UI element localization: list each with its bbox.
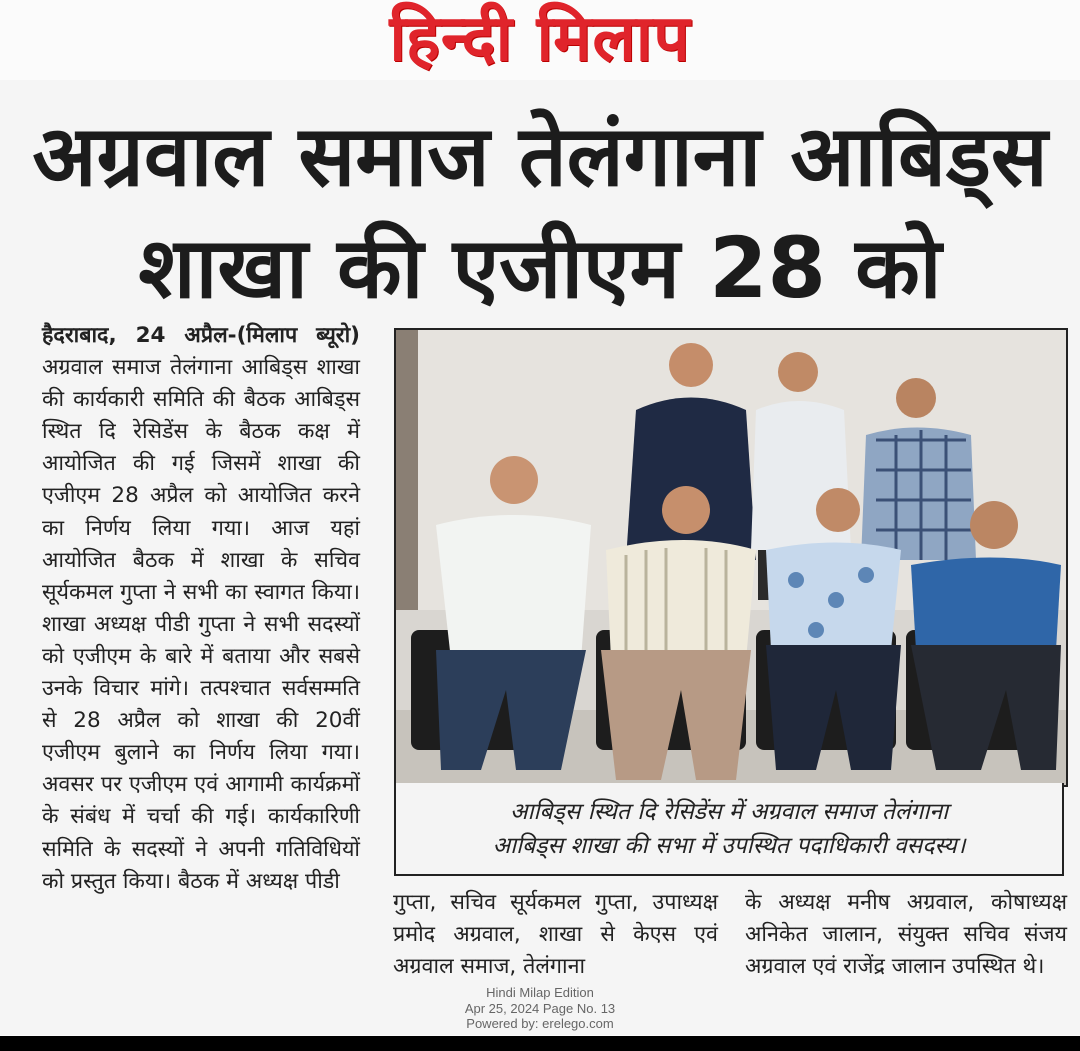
headline xyxy=(0,100,1080,324)
article-column-3: के अध्यक्ष मनीष अग्रवाल, कोषाध्यक्ष अनिकेत जालान, संयुक्त सचिव संजय अग्रवाल एवं राजेंद्र जालान उपस्थित थे। xyxy=(745,890,1067,980)
edition-date-page: Apr 25, 2024 Page No. 13 xyxy=(464,1000,616,1016)
caption-line-1: आबिड्स स्थित दि रेसिडेंस में अग्रवाल समाज तेलंगाना xyxy=(509,799,949,825)
caption-line-2: आबिड्स शाखा की सभा में उपस्थित पदाधिकारी वसदस्य। xyxy=(492,833,966,859)
headline-line-2: शाखा की एजीएम 28 को xyxy=(138,219,942,317)
edition-footer xyxy=(380,985,700,1032)
group-photo xyxy=(394,328,1068,787)
headline-line-1: अग्रवाल समाज तेलंगाना आबिड्स xyxy=(32,107,1048,205)
dateline: हैदराबाद, 24 अप्रैल-(मिलाप ब्यूरो) xyxy=(42,323,360,348)
newspaper-logo: हिन्दी मिलाप xyxy=(389,1,691,76)
article-column-1 xyxy=(42,320,360,898)
masthead xyxy=(0,0,1080,80)
group-photo-illustration xyxy=(396,330,1066,785)
photo-caption xyxy=(394,783,1064,876)
edition-name: Hindi Milap Edition xyxy=(486,985,594,1000)
powered-by: Powered by: erelego.com xyxy=(466,1016,614,1031)
article-body-1: अग्रवाल समाज तेलंगाना आबिड्स शाखा की कार्यकारी समिति की बैठक आबिड्स स्थित दि रेसिडेंस के बैठक कक्ष में आयोजित की गई जिसमें शाखा की एजीएम 28 अप्रैल को आयोजित करने का निर्णय लिया गया। आज यहां आयोजित बैठक में शाखा के सचिव सूर्यकमल गुप्ता ने सभी का स्वागत किया। शाखा अध्यक्ष पीडी गुप्ता ने सभी सदस्यों को एजीएम के बारे में बताया और सबसे उनके विचार मांगे। तत्पश्चात सर्वसम्मति से 28 अप्रैल को शाखा की 20वीं एजीएम बुलाने का निर्णय लिया गया। अवसर पर एजीएम एवं आगामी कार्यक्रमों के संबंध में चर्चा की गई। कार्यकारिणी समिति के सदस्यों ने अपनी गतिविधियों को प्रस्तुत किया। बैठक में अध्यक्ष पीडी xyxy=(42,355,360,894)
article-column-2: गुप्ता, सचिव सूर्यकमल गुप्ता, उपाध्यक्ष प्रमोद अग्रवाल, शाखा से केएस एवं अग्रवाल समाज, तेलंगाना xyxy=(393,890,718,980)
bottom-bar xyxy=(0,1036,1080,1051)
